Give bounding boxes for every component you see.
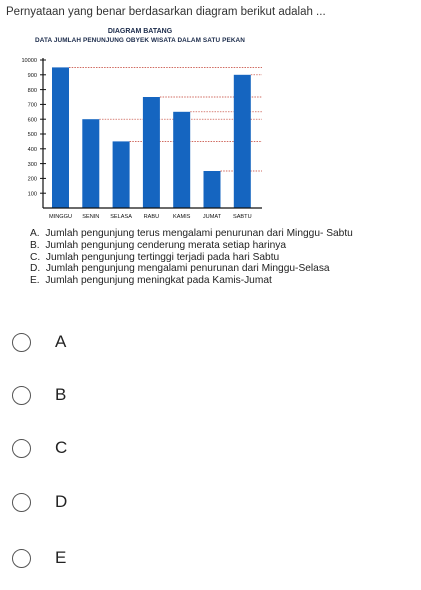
choice-label: B — [55, 385, 67, 404]
bar-selasa — [113, 141, 130, 208]
x-tick-labels — [49, 214, 252, 220]
choice-label: D — [55, 492, 68, 511]
radio-icon[interactable] — [12, 439, 31, 458]
choice-label: C — [55, 438, 68, 457]
y-tick-label: 300 — [27, 161, 37, 168]
bar-kamis — [173, 112, 190, 208]
radio-icon[interactable] — [12, 386, 31, 405]
x-tick-label: RABU — [143, 214, 160, 220]
choice-label: E — [55, 548, 67, 567]
choice-e[interactable] — [12, 543, 212, 573]
x-tick-label: MINGGU — [49, 214, 72, 220]
bar-chart — [0, 50, 280, 228]
radio-icon[interactable] — [12, 493, 31, 512]
y-tick-label: 100 — [27, 191, 37, 198]
radio-icon[interactable] — [12, 549, 31, 568]
statement-e: E. Jumlah pengunjung meningkat pada Kamis-Jumat — [30, 275, 272, 287]
y-tick-label: 600 — [27, 117, 37, 124]
statement-a: A. Jumlah pengunjung terus mengalami penurunan dari Minggu- Sabtu — [30, 228, 353, 239]
chart-subtitle: DATA JUMLAH PENUNJUNG OBYEK WISATA DALAM SATU PEKAN — [35, 37, 245, 44]
x-tick-label: SABTU — [232, 214, 252, 220]
y-tick-label: 500 — [27, 132, 37, 139]
answer-statements — [30, 228, 420, 287]
choice-d[interactable] — [12, 487, 212, 517]
y-tick-label: 800 — [27, 87, 37, 94]
choice-c[interactable] — [12, 433, 212, 463]
y-tick-label: 200 — [27, 176, 37, 183]
bar-jumat — [204, 171, 221, 208]
bar-minggu — [52, 67, 69, 208]
question-text: Pernyataan yang benar berdasarkan diagram berikut adalah ... — [6, 6, 326, 18]
x-tick-label: JUMAT — [202, 214, 222, 220]
choice-a[interactable] — [12, 327, 212, 357]
statement-c: C. Jumlah pengunjung tertinggi terjadi pada hari Sabtu — [30, 251, 280, 263]
x-tick-label: KAMIS — [172, 214, 191, 220]
y-ticks — [21, 58, 46, 197]
statement-d: D. Jumlah pengunjung mengalami penurunan dari Minggu-Selasa — [30, 263, 330, 275]
y-tick-label: 400 — [27, 147, 37, 153]
bar-rabu — [143, 97, 160, 208]
x-tick-label: SENIN — [82, 214, 100, 220]
choice-b[interactable] — [12, 380, 212, 410]
chart-title: DIAGRAM BATANG — [107, 28, 173, 35]
choice-label: A — [55, 332, 67, 351]
bar-sabtu — [234, 75, 251, 208]
y-tick-label: 700 — [27, 102, 37, 109]
statement-b: B. Jumlah pengunjung cenderung merata setiap harinya — [30, 239, 287, 251]
bar-senin — [82, 119, 99, 208]
y-tick-label: 10000 — [21, 58, 37, 65]
bars — [52, 67, 251, 208]
radio-icon[interactable] — [12, 333, 31, 352]
y-tick-label: 900 — [27, 73, 37, 79]
x-tick-label: SELASA — [110, 214, 132, 220]
